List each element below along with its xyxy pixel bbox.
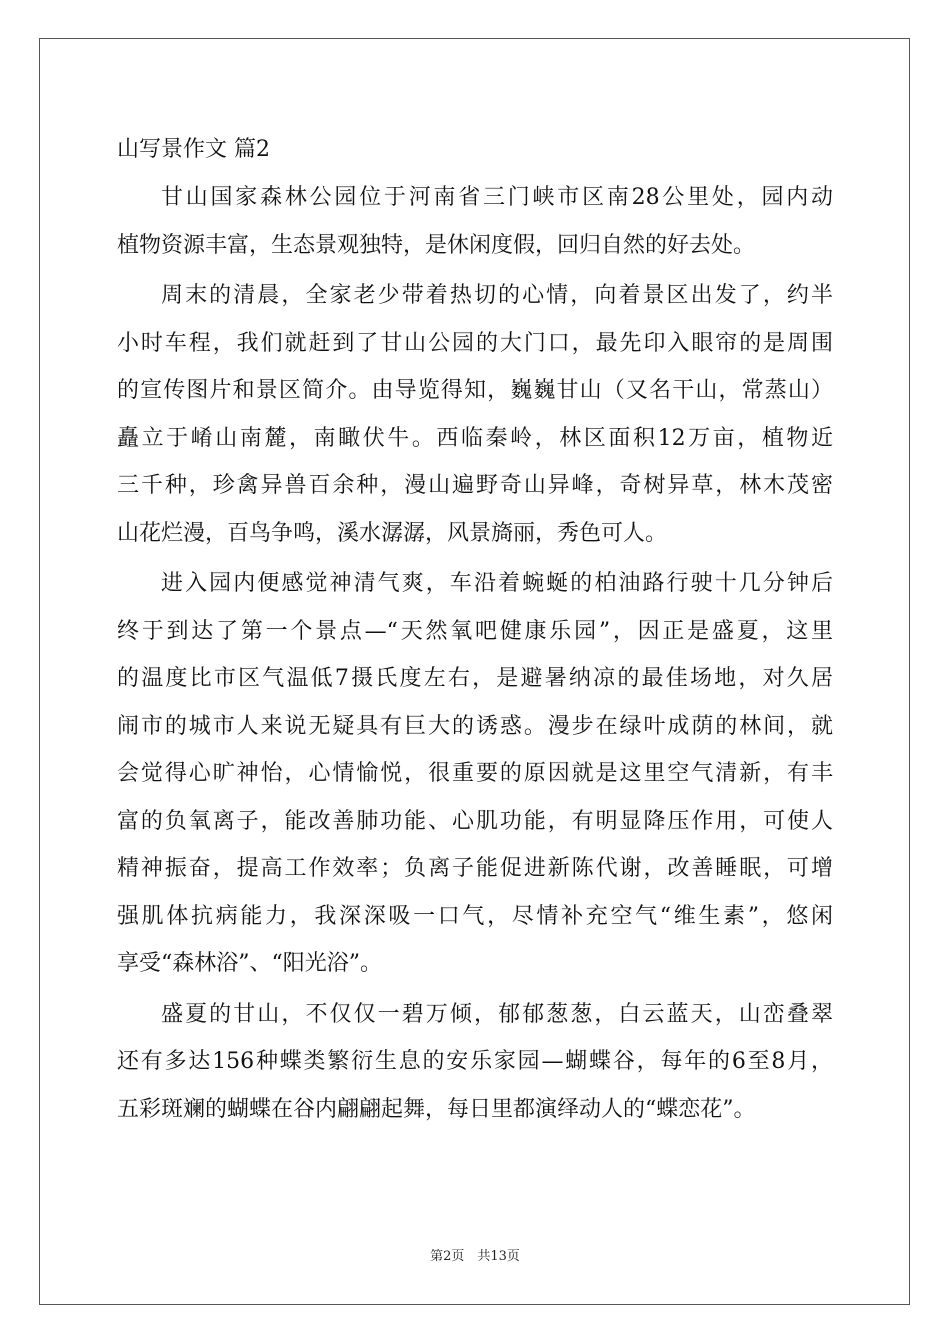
paragraph-line: 五彩斑斓的蝴蝶在谷内翩翩起舞，每日里都演绎动人的“蝶恋花”。 <box>117 1096 756 1122</box>
paragraph <box>117 991 833 1134</box>
paragraph-line: 三千种，珍禽异兽百余种，漫山遍野奇山异峰，奇树异草，林木茂密 <box>117 473 833 498</box>
paragraph-list <box>117 174 833 1133</box>
paragraph-line: 周末的清晨，全家老少带着热切的心情，向着景区出发了，约半 <box>161 283 833 308</box>
paragraph-line: 矗立于崤山南麓，南瞰伏牛。西临秦岭，林区面积12万亩，植物近 <box>117 425 833 451</box>
page-number-label: 第2页 共13页 <box>430 1249 520 1264</box>
paragraph-line: 终于到达了第一个景点—“天然氧吧健康乐园”，因正是盛夏，这里 <box>117 618 833 644</box>
paragraph-line: 的温度比市区气温低7摄氏度左右，是避暑纳凉的最佳场地，对久居 <box>117 666 833 691</box>
paragraph-line: 享受“森林浴”、“阳光浴”。 <box>117 951 382 976</box>
section-heading: 山写景作文 篇2 <box>117 137 270 162</box>
paragraph-line: 闹市的城市人来说无疑具有巨大的诱惑。漫步在绿叶成荫的林间，就 <box>117 713 833 739</box>
paragraph-line: 进入园内便感觉神清气爽，车沿着蜿蜒的柏油路行驶十几分钟后 <box>161 571 833 596</box>
document-body <box>117 126 833 1133</box>
paragraph-line: 甘山国家森林公园位于河南省三门峡市区南28公里处，园内动 <box>161 185 833 210</box>
paragraph <box>117 272 833 557</box>
paragraph <box>117 560 833 988</box>
paragraph <box>117 174 833 269</box>
paragraph-line: 的宣传图片和景区简介。由导览得知，巍巍甘山（又名干山，常蒸山） <box>117 378 833 403</box>
paragraph-line: 植物资源丰富，生态景观独特，是休闲度假，回归自然的好去处。 <box>117 232 756 258</box>
paragraph-line: 富的负氧离子，能改善肺功能、心肌功能，有明显降压作用，可使人 <box>117 808 833 834</box>
paragraph-line: 盛夏的甘山，不仅仅一碧万倾，郁郁葱葱，白云蓝天，山峦叠翠 <box>161 1001 833 1027</box>
paragraph-line: 小时车程，我们就赶到了甘山公园的大门口，最先印入眼帘的是周围 <box>117 330 833 356</box>
page-footer <box>0 1245 950 1264</box>
paragraph-line: 会觉得心旷神怡，心情愉悦，很重要的原因就是这里空气清新，有丰 <box>117 761 833 786</box>
paragraph-line: 山花烂漫，百鸟争鸣，溪水潺潺，风景旖丽，秀色可人。 <box>117 520 668 546</box>
paragraph-line: 强肌体抗病能力，我深深吸一口气，尽情补充空气“维生素”，悠闲 <box>117 903 833 929</box>
paragraph-line: 精神振奋，提高工作效率；负离子能促进新陈代谢，改善睡眠，可增 <box>117 856 833 881</box>
paragraph-line: 还有多达156种蝶类繁衍生息的安乐家园—蝴蝶谷，每年的6至8月， <box>117 1049 833 1074</box>
